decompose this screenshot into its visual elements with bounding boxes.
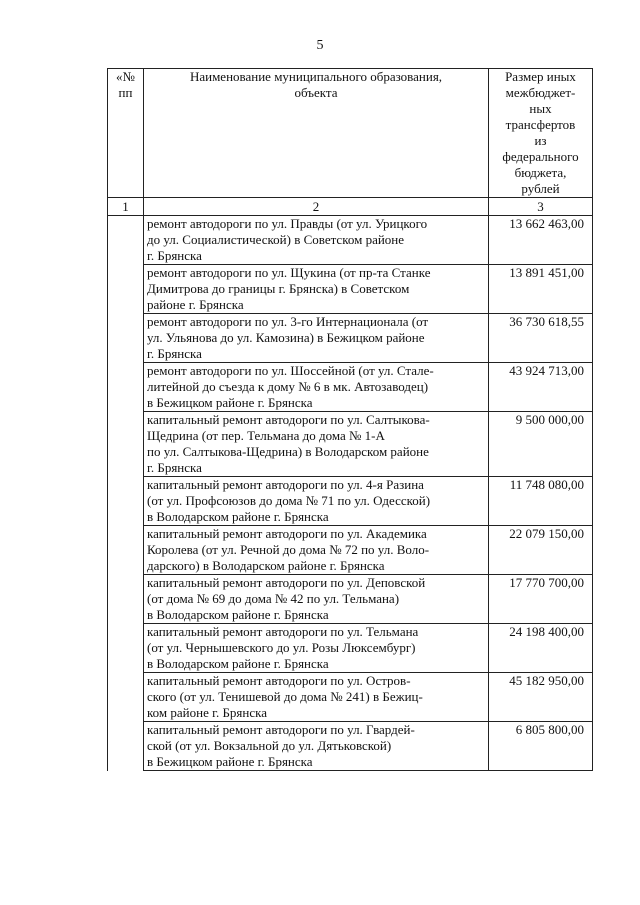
amount-cell: 22 079 150,00	[489, 526, 593, 575]
table-row	[108, 216, 593, 265]
table-row	[108, 412, 593, 477]
column-number: 1	[108, 198, 144, 216]
column-number-row	[108, 198, 593, 216]
header-name-cell: Наименование муниципального образования, объекта	[144, 69, 489, 198]
column-number: 3	[489, 198, 593, 216]
table-row	[108, 363, 593, 412]
amount-cell: 9 500 000,00	[489, 412, 593, 477]
object-name-cell: ремонт автодороги по ул. Щукина (от пр-та Станке Димитрова до границы г. Брянска) в Советском районе г. Брянска	[144, 265, 489, 314]
column-number: 2	[144, 198, 489, 216]
transfers-table	[107, 68, 593, 771]
header-number-cell: «№ пп	[108, 69, 144, 198]
amount-cell: 43 924 713,00	[489, 363, 593, 412]
amount-cell: 13 662 463,00	[489, 216, 593, 265]
object-name-cell: ремонт автодороги по ул. Шоссейной (от ул. Стале- литейной до съезда к дому № 6 в мк. Автозаводец) в Бежицком районе г. Брянска	[144, 363, 489, 412]
amount-cell: 36 730 618,55	[489, 314, 593, 363]
table-row	[108, 265, 593, 314]
object-name-cell: капитальный ремонт автодороги по ул. Остров- ского (от ул. Тенишевой до дома № 241) в Бежиц- ком районе г. Брянска	[144, 673, 489, 722]
object-name-cell: капитальный ремонт автодороги по ул. Салтыкова- Щедрина (от пер. Тельмана до дома № 1-А по ул. Салтыкова-Щедрина) в Володарском районе г. Брянска	[144, 412, 489, 477]
amount-cell: 6 805 800,00	[489, 722, 593, 771]
row-number-cell	[108, 216, 144, 771]
object-name-cell: капитальный ремонт автодороги по ул. Академика Королева (от ул. Речной до дома № 72 по ул. Воло- дарского) в Володарском районе г. Брянска	[144, 526, 489, 575]
object-name-cell: капитальный ремонт автодороги по ул. 4-я Разина (от ул. Профсоюзов до дома № 71 по ул. Одесской) в Володарском районе г. Брянска	[144, 477, 489, 526]
amount-cell: 13 891 451,00	[489, 265, 593, 314]
object-name-cell: ремонт автодороги по ул. 3-го Интернационала (от ул. Ульянова до ул. Камозина) в Бежицком районе г. Брянска	[144, 314, 489, 363]
table-row	[108, 526, 593, 575]
table-row	[108, 673, 593, 722]
table-row	[108, 477, 593, 526]
object-name-cell: капитальный ремонт автодороги по ул. Гвардей- ской (от ул. Вокзальной до ул. Дятьковской) в Бежицком районе г. Брянска	[144, 722, 489, 771]
object-name-cell: капитальный ремонт автодороги по ул. Деповской (от дома № 69 до дома № 42 по ул. Тельмана) в Володарском районе г. Брянска	[144, 575, 489, 624]
object-name-cell: ремонт автодороги по ул. Правды (от ул. Урицкого до ул. Социалистической) в Советском районе г. Брянска	[144, 216, 489, 265]
header-amount-cell: Размер иных межбюджет- ных трансфертов из федерального бюджета, рублей	[489, 69, 593, 198]
amount-cell: 45 182 950,00	[489, 673, 593, 722]
table-row	[108, 575, 593, 624]
amount-cell: 17 770 700,00	[489, 575, 593, 624]
table-row	[108, 722, 593, 771]
amount-cell: 11 748 080,00	[489, 477, 593, 526]
amount-cell: 24 198 400,00	[489, 624, 593, 673]
object-name-cell: капитальный ремонт автодороги по ул. Тельмана (от ул. Чернышевского до ул. Розы Люксембург) в Володарском районе г. Брянска	[144, 624, 489, 673]
table-header-row	[108, 69, 593, 198]
table-row	[108, 314, 593, 363]
page-number: 5	[316, 38, 324, 53]
table-row	[108, 624, 593, 673]
